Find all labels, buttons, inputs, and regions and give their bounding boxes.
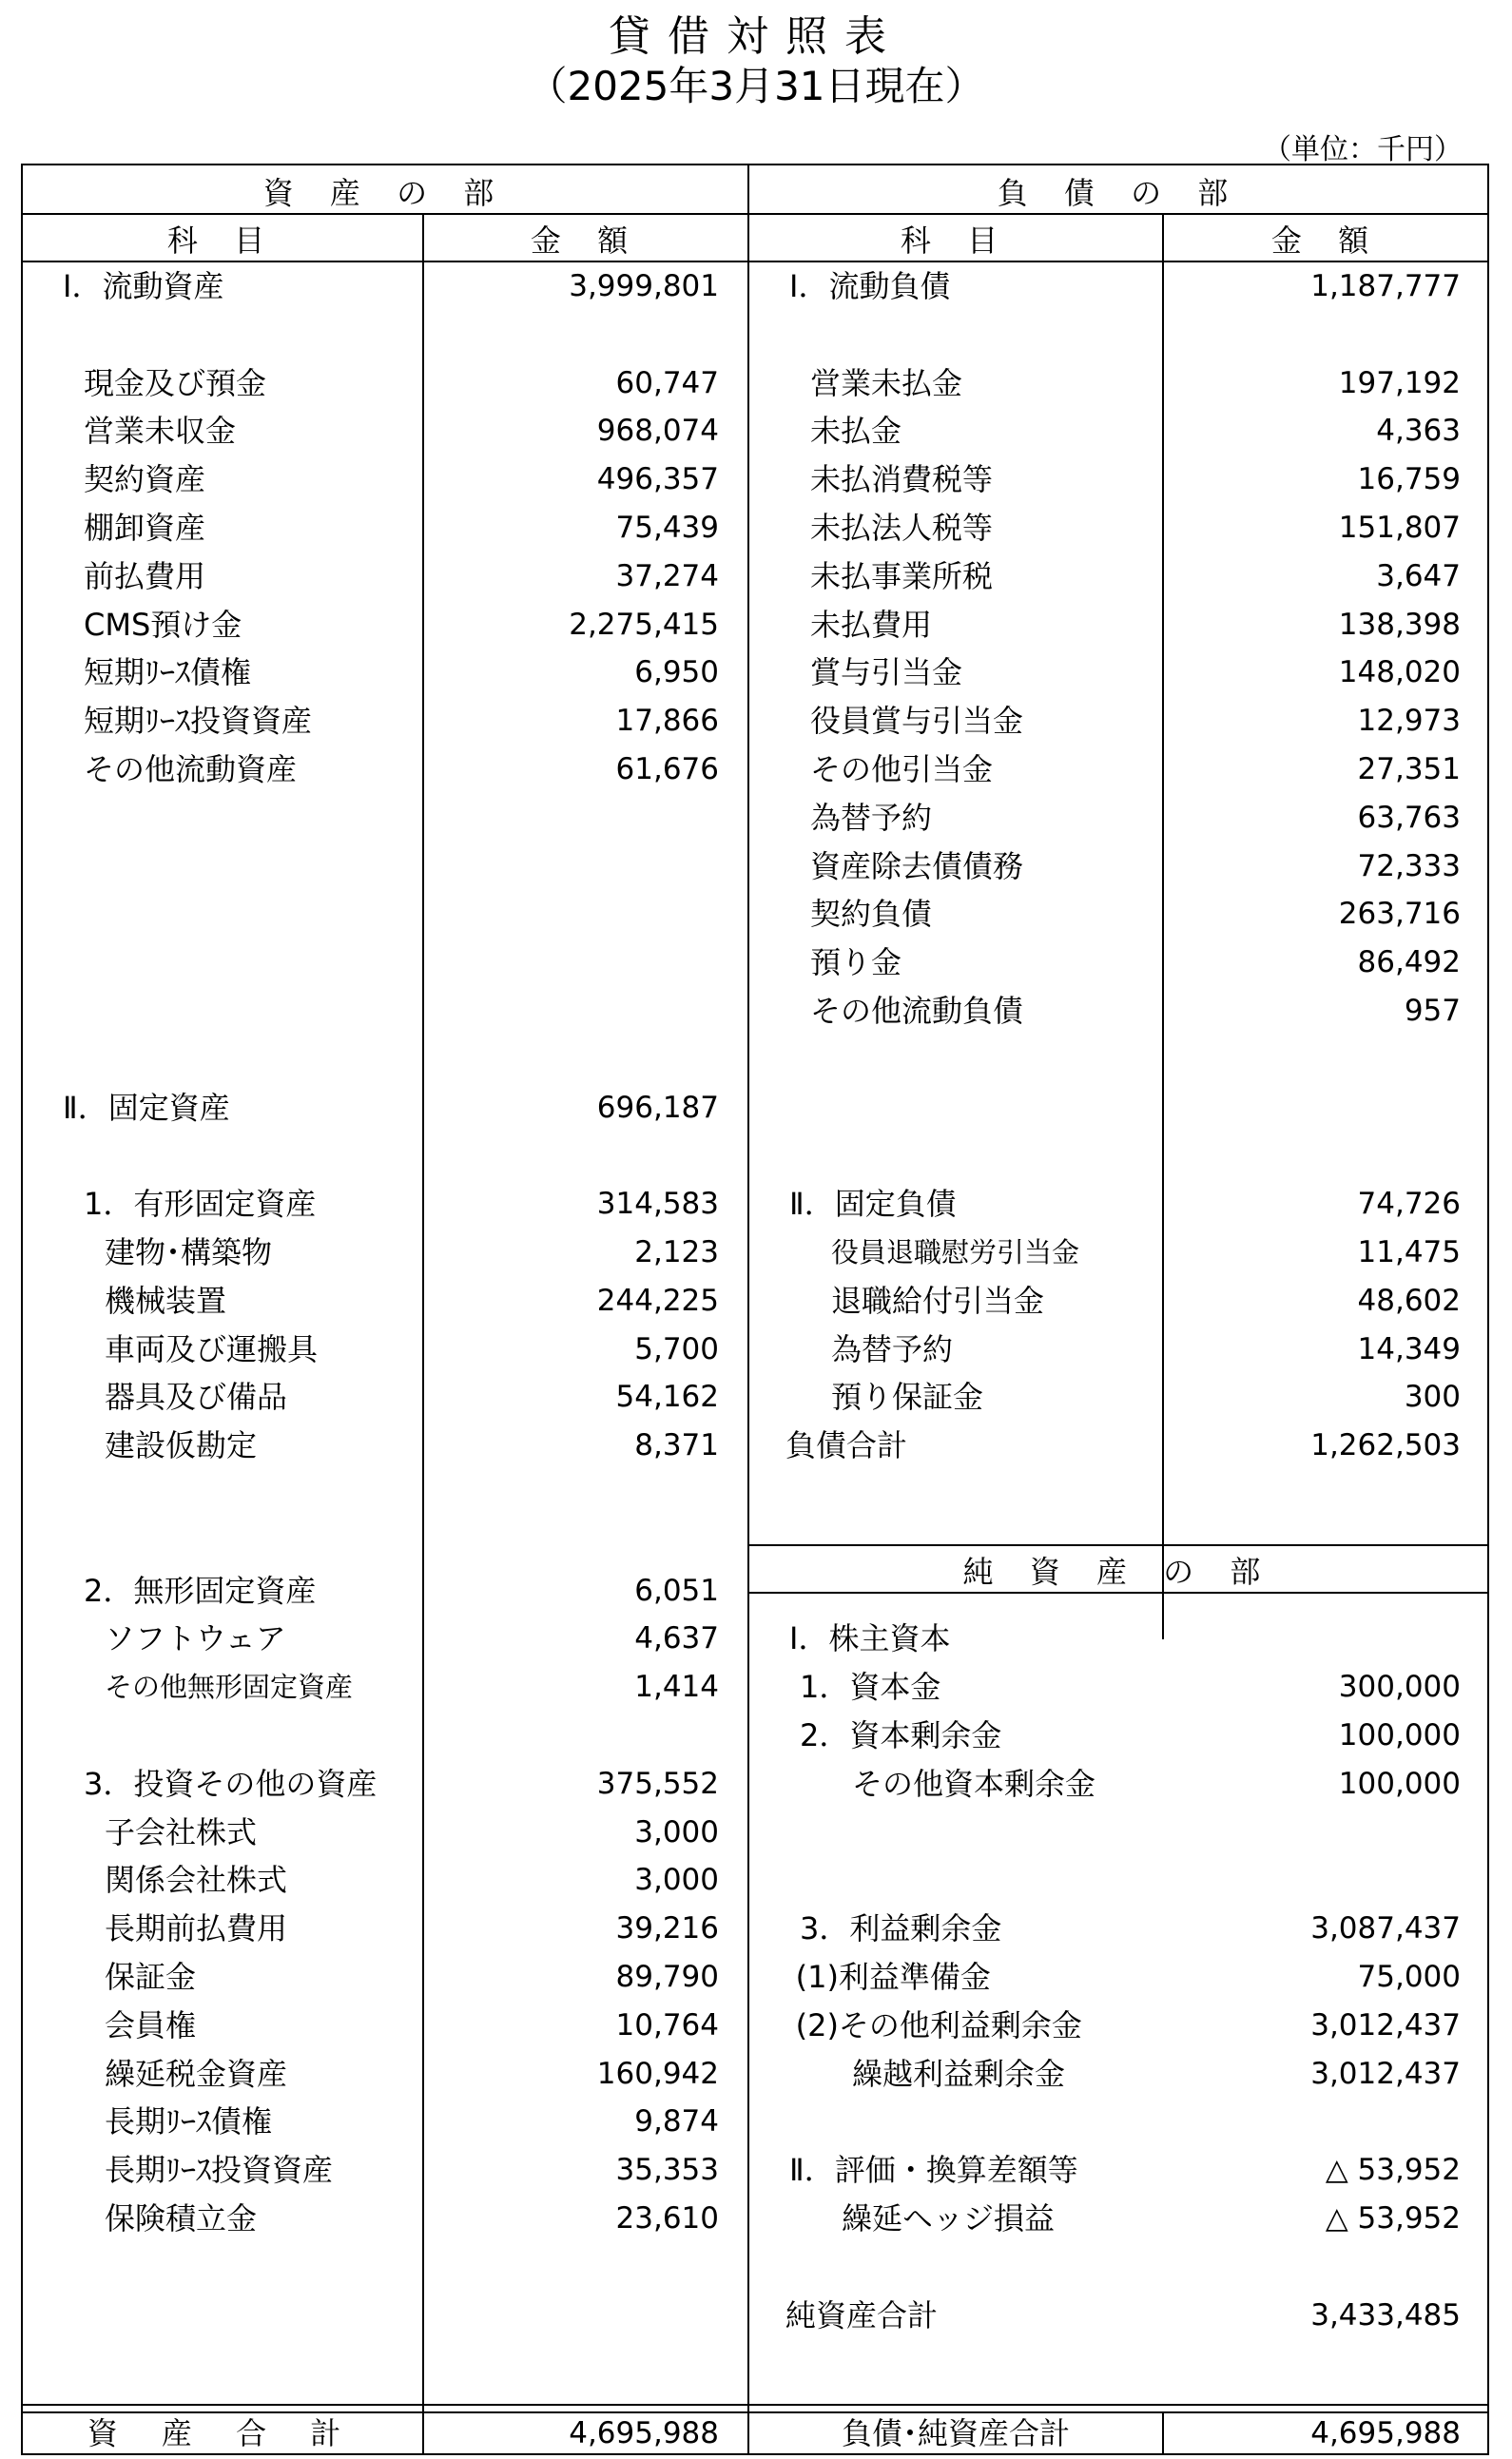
- liabilities-label: Ⅱ．固定負債: [789, 1186, 957, 1223]
- assets-value: 375,552: [596, 1766, 719, 1801]
- liabilities-value: 11,475: [1357, 1235, 1461, 1269]
- liabilities-label: 為替予約: [831, 1330, 954, 1367]
- net_assets-label: 1．資本金: [800, 1669, 941, 1706]
- assets-value: 60,747: [615, 365, 719, 400]
- liabilities-label: 負債合計: [785, 1427, 908, 1464]
- liab-net-total-label: 負債･純資産合計: [841, 2415, 1070, 2451]
- net-assets-top-divider: [749, 1544, 1487, 1546]
- assets-label: 長期ﾘｰｽ投資資産: [105, 2152, 334, 2189]
- liabilities-value: 86,492: [1357, 945, 1461, 980]
- liabilities-label: 預り金: [810, 944, 902, 981]
- assets-value: 968,074: [596, 414, 719, 449]
- unit-label: （単位：千円）: [1263, 133, 1463, 166]
- assets-label: CMS預け金: [84, 606, 242, 643]
- document-title: 貸借対照表: [609, 12, 903, 61]
- net_assets-label: 繰延ヘッジ損益: [842, 2200, 1056, 2236]
- liabilities-label: 営業未払金: [810, 364, 963, 401]
- liabilities-label: 退職給付引当金: [831, 1282, 1045, 1319]
- assets-value: 3,000: [634, 1814, 719, 1849]
- liabilities-value: 957: [1404, 994, 1461, 1028]
- assets-value: 696,187: [596, 1090, 719, 1125]
- assets-value: 244,225: [596, 1283, 719, 1318]
- liabilities-label: 未払法人税等: [810, 510, 994, 546]
- liabilities-label: 未払事業所税: [810, 557, 994, 594]
- liabilities-label: 役員退職慰労引当金: [831, 1236, 1080, 1268]
- assets-total-label: 資 産 合 計: [87, 2415, 359, 2451]
- assets-label: Ⅰ．流動資産: [63, 268, 224, 304]
- assets-value: 6,051: [634, 1573, 719, 1608]
- net_assets-label: 3．利益剰余金: [800, 1910, 1002, 1947]
- net_assets-label: (1)利益準備金: [795, 1959, 991, 1995]
- liabilities-label: その他流動負債: [810, 993, 1024, 1029]
- liabilities-value: 300: [1404, 1380, 1461, 1415]
- net-assets-header-divider: [749, 1592, 1487, 1594]
- assets-label: ソフトウェア: [105, 1620, 286, 1657]
- net_assets-label: 2．資本剰余金: [800, 1717, 1002, 1753]
- liabilities-value: 151,807: [1338, 511, 1461, 545]
- net_assets-label: (2)その他利益剰余金: [795, 2006, 1082, 2043]
- assets-label: その他流動資産: [84, 751, 298, 787]
- assets-label: 会員権: [105, 2006, 197, 2043]
- net_assets-value: 75,000: [1357, 1960, 1461, 1994]
- assets-value: 75,439: [615, 511, 719, 545]
- assets-value: 89,790: [615, 1960, 719, 1994]
- assets-value: 54,162: [615, 1380, 719, 1415]
- center-divider: [747, 165, 749, 2453]
- net_assets-value: △ 53,952: [1325, 2201, 1461, 2236]
- liabilities-value: 14,349: [1357, 1331, 1461, 1366]
- assets-label: 繰延税金資産: [105, 2055, 288, 2092]
- liabilities-section-header: 負 債 の 部: [997, 175, 1242, 211]
- net_assets-value: 300,000: [1338, 1670, 1461, 1705]
- net_assets-value: 3,012,437: [1310, 2007, 1461, 2043]
- assets-label: 器具及び備品: [105, 1379, 288, 1416]
- liabilities-value: 16,759: [1357, 462, 1461, 497]
- document-subtitle: （2025年3月31日現在）: [527, 63, 985, 109]
- liabilities-value: 63,763: [1357, 800, 1461, 835]
- liabilities-amount-header: 金 額: [1270, 223, 1383, 259]
- assets-value: 160,942: [596, 2056, 719, 2091]
- assets-value: 9,874: [634, 2104, 719, 2140]
- assets-label: 建設仮勘定: [105, 1427, 258, 1464]
- liabilities-label: 預り保証金: [831, 1379, 984, 1416]
- liabilities-value: 138,398: [1338, 607, 1461, 642]
- liabilities-value: 27,351: [1357, 752, 1461, 786]
- liabilities-label: その他引当金: [810, 751, 994, 787]
- assets-label: 保証金: [105, 1959, 197, 1995]
- assets-label: 関係会社株式: [105, 1862, 288, 1899]
- net-assets-section-header: 純 資 産 の 部: [962, 1554, 1274, 1590]
- liabilities-value: 148,020: [1338, 655, 1461, 690]
- assets-label: 棚卸資産: [84, 510, 206, 546]
- liabilities-label: Ⅰ．流動負債: [789, 268, 951, 304]
- liabilities-value: 197,192: [1338, 365, 1461, 400]
- net_assets-value: 100,000: [1338, 1766, 1461, 1801]
- assets-value: 3,999,801: [569, 269, 719, 303]
- liabilities-value: 1,187,777: [1310, 269, 1461, 303]
- liabilities-label: 為替予約: [810, 799, 933, 836]
- net_assets-label: 純資産合計: [785, 2296, 939, 2333]
- assets-label: その他無形固定資産: [105, 1671, 354, 1704]
- assets-label: 1．有形固定資産: [84, 1186, 317, 1223]
- assets-label: 短期ﾘｰｽ投資資産: [84, 703, 313, 740]
- assets-value: 23,610: [615, 2201, 719, 2236]
- liabilities-value: 74,726: [1357, 1187, 1461, 1222]
- assets-label: 現金及び預金: [84, 364, 267, 401]
- assets-section-header: 資 産 の 部: [262, 175, 508, 211]
- assets-label: Ⅱ．固定資産: [63, 1089, 230, 1126]
- assets-label: 機械装置: [105, 1282, 227, 1319]
- assets-value: 314,583: [596, 1187, 719, 1222]
- net_assets-value: 100,000: [1338, 1718, 1461, 1752]
- liabilities-label: 未払金: [810, 413, 902, 450]
- assets-value: 35,353: [615, 2153, 719, 2188]
- assets-label: 車両及び運搬具: [105, 1330, 319, 1367]
- net_assets-value: 3,087,437: [1310, 1911, 1461, 1946]
- liabilities-label: 未払消費税等: [810, 461, 994, 498]
- liabilities-value: 72,333: [1357, 848, 1461, 883]
- assets-value: 2,123: [634, 1235, 719, 1269]
- liabilities-label: 未払費用: [810, 606, 933, 643]
- assets-label: 2．無形固定資産: [84, 1572, 317, 1609]
- liabilities-label: 賞与引当金: [810, 654, 963, 691]
- liabilities-label: 資産除去債債務: [810, 847, 1024, 884]
- assets-value: 61,676: [615, 752, 719, 786]
- assets-label: 3．投資その他の資産: [84, 1765, 378, 1802]
- assets-total-value: 4,695,988: [569, 2416, 719, 2450]
- assets-value: 4,637: [634, 1621, 719, 1656]
- assets-label: 長期ﾘｰｽ債権: [105, 2103, 273, 2140]
- assets-value: 2,275,415: [569, 607, 719, 642]
- net_assets-value: △ 53,952: [1325, 2153, 1461, 2188]
- assets-value: 1,414: [634, 1670, 719, 1705]
- net_assets-value: 3,433,485: [1310, 2297, 1461, 2333]
- assets-label: 子会社株式: [105, 1813, 258, 1850]
- liabilities-value: 263,716: [1338, 897, 1461, 932]
- assets-value: 3,000: [634, 1863, 719, 1898]
- assets-label: 建物･構築物: [105, 1234, 273, 1270]
- assets-value: 5,700: [634, 1331, 719, 1366]
- balance-sheet-table: [21, 164, 1489, 2455]
- assets-item-header: 科 目: [166, 223, 279, 259]
- assets-value: 37,274: [615, 558, 719, 593]
- assets-label: 前払費用: [84, 557, 206, 594]
- assets-label: 契約資産: [84, 461, 206, 498]
- assets-amount-header: 金 額: [530, 223, 642, 259]
- net_assets-value: 3,012,437: [1310, 2056, 1461, 2091]
- liabilities-value: 4,363: [1376, 414, 1461, 449]
- assets-value: 10,764: [615, 2007, 719, 2043]
- liabilities-value: 12,973: [1357, 704, 1461, 739]
- liabilities-value: 48,602: [1357, 1283, 1461, 1318]
- assets-value: 39,216: [615, 1911, 719, 1946]
- net_assets-label: Ⅰ．株主資本: [789, 1620, 951, 1657]
- net_assets-label: Ⅱ．評価・換算差額等: [789, 2152, 1078, 2189]
- assets-label: 短期ﾘｰｽ債権: [84, 654, 252, 691]
- assets-value: 496,357: [596, 462, 719, 497]
- totals-divider-top: [23, 2404, 1487, 2406]
- assets-value: 8,371: [634, 1428, 719, 1463]
- net_assets-label: 繰越利益剰余金: [852, 2055, 1066, 2092]
- net_assets-value: [1164, 1615, 1461, 1662]
- net_assets-label: その他資本剰余金: [852, 1765, 1096, 1802]
- liabilities-item-header: 科 目: [900, 223, 1012, 259]
- liabilities-label: 契約負債: [810, 896, 933, 933]
- liab-net-total-value: 4,695,988: [1310, 2416, 1461, 2450]
- assets-value: 6,950: [634, 655, 719, 690]
- liabilities-value: 1,262,503: [1310, 1428, 1461, 1463]
- assets-value: 17,866: [615, 704, 719, 739]
- assets-label: 長期前払費用: [105, 1910, 288, 1947]
- liabilities-value: 3,647: [1376, 558, 1461, 593]
- header-divider: [23, 213, 1487, 215]
- liabilities-label: 役員賞与引当金: [810, 703, 1024, 740]
- assets-label: 保険積立金: [105, 2200, 258, 2236]
- assets-label: 営業未収金: [84, 413, 237, 450]
